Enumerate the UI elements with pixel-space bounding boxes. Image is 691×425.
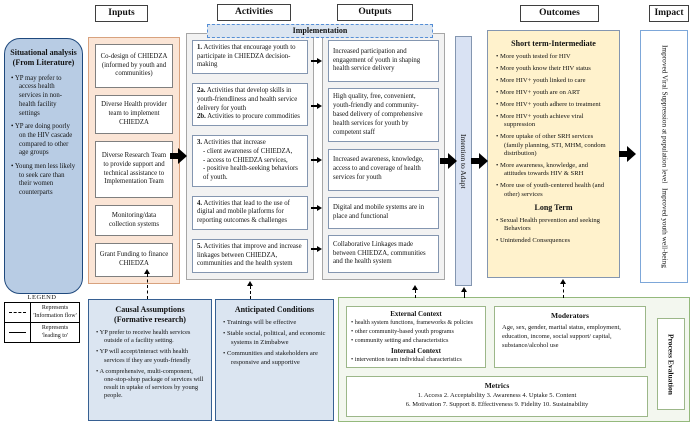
outcome-bullet: • More HIV+ youth linked to care [496, 77, 612, 85]
connector-arrow [311, 156, 322, 164]
metrics-line: 6. Motivation 7. Support 8. Effectiveness 9. Fidelity 10. Sustainability [405, 401, 589, 409]
outputs-panel [322, 33, 445, 280]
intention-to-adapt-box: Intention to Adapt [455, 36, 472, 286]
anticipated-title: Anticipated Conditions [234, 305, 315, 314]
activity-text: Activities that encourage youth to participate in CHIEDZA decision-making [197, 44, 296, 69]
connector-arrow [311, 204, 322, 212]
activity-text: Activities to procure commodities [207, 113, 300, 121]
legend-label: Represents 'Information flow' [33, 305, 77, 319]
outcome-bullet: • More use of youth-centered health (and other) services [496, 182, 612, 199]
activity-number: 3. [197, 139, 203, 147]
activity-text: Activities that improve and increase linkages between CHIEDZA, communities and the health system [197, 242, 302, 268]
dashed-arrow-anticipated-to-activities [246, 281, 254, 299]
legend-row-solid [5, 323, 79, 342]
header-outputs: Outputs [337, 4, 413, 21]
input-box: Diverse Research Team to provide support and technical assistance to Implementation Team [95, 141, 173, 198]
moderators-title: Moderators [551, 311, 589, 320]
activity-number: 2a. [197, 87, 206, 95]
connector-arrow [311, 102, 322, 110]
process-evaluation-container [338, 297, 690, 422]
header-activities: Activities [217, 4, 291, 21]
activity-text: Activities that lead to the use of digital and mobile platforms for reporting outcomes & challenges [197, 199, 290, 225]
dashed-line-sample [9, 312, 26, 313]
connector-arrow [311, 57, 322, 65]
outcome-bullet: • More HIV+ youth are on ART [496, 89, 612, 97]
activity-box [192, 196, 308, 230]
situational-analysis-box [4, 38, 83, 294]
anticipated-bullet: • Communities and stakeholders are responsive and supportive [223, 350, 327, 367]
dashed-arrow-context-to-outputs [411, 285, 419, 298]
activity-number: 5. [197, 242, 203, 250]
activity-number: 4. [197, 199, 203, 207]
legend-label: Represents 'leading to' [41, 325, 69, 339]
situational-bullet: • YP may prefer to access health services in non-health facility settings [11, 75, 77, 118]
arrow-intention-to-outcomes [471, 152, 489, 170]
activity-box [192, 83, 308, 126]
causal-assumptions-box [88, 299, 212, 421]
external-context-bullet: • community setting and characteristics [351, 337, 482, 345]
arrow-inputs-to-activities [170, 147, 188, 165]
output-box: Digital and mobile systems are in place and functional [328, 197, 439, 229]
legend-table [4, 302, 80, 343]
activity-box [192, 40, 308, 74]
header-impact: Impact [649, 5, 689, 22]
arrow-outputs-to-intention [440, 152, 458, 170]
causal-bullet: • YP will accept/interact with health services if they are youth-friendly [96, 348, 205, 364]
outcome-bullet: • Unintended Consequences [496, 237, 612, 245]
legend-title: LEGEND [27, 294, 57, 301]
anticipated-bullet: • Stable social, political, and economic systems in Zimbabwe [223, 330, 327, 347]
outcome-bullet: • More youth know their HIV status [496, 65, 612, 73]
causal-bullet: • YP prefer to receive health services outside of a facility setting. [96, 329, 205, 345]
external-context-bullet: • other community-based youth programs [351, 328, 482, 336]
causal-title: Causal Assumptions [115, 305, 185, 314]
anticipated-bullet: • Trainings will be effective [223, 319, 327, 327]
moderators-box [494, 306, 646, 368]
outcome-bullet: • Sexual Health prevention and seeking Behaviors [496, 217, 612, 234]
outcome-bullet: • More youth tested for HIV [496, 53, 612, 61]
output-box: Collaborative Linkages made between CHIEDZA, communities and the health system [328, 235, 439, 273]
external-context-bullet: • health system functions, frameworks & policies [351, 319, 482, 327]
causal-bullet: • A comprehensive, multi-component, one-stop-shop package of services will result in uptake of services by young people. [96, 368, 205, 401]
header-outcomes: Outcomes [520, 5, 599, 22]
process-evaluation-label: Process Evaluation [657, 318, 685, 410]
internal-context-bullet: • intervention team individual characteristics [351, 356, 482, 364]
metrics-line: 1. Access 2. Acceptability 3. Awareness 4. Uptake 5. Content [417, 392, 577, 399]
situational-title: Situational analysis (From Literature) [10, 48, 77, 68]
input-box: Grant Funding to finance CHIEDZA [95, 243, 173, 277]
input-box: Diverse Health provider team to implement CHIEDZA [95, 95, 173, 134]
metrics-title: Metrics [484, 381, 510, 390]
dashed-arrow-context-to-intention [460, 287, 468, 298]
input-box: Monitoring/data collection systems [95, 205, 173, 236]
outcome-bullet: • More awareness, knowledge, and attitudes towards HIV & SRH [496, 162, 612, 179]
causal-subtitle: (Formative research) [114, 315, 186, 324]
activity-number: 2b. [197, 113, 206, 121]
outcomes-short-term-title: Short term-Intermediate [511, 39, 596, 48]
context-box [346, 306, 486, 368]
situational-bullet: • YP are doing poorly on the HIV cascade compared to other age groups [11, 123, 77, 158]
impact-line: Improved Viral Suppression at population level [660, 45, 670, 184]
outcome-bullet: • More HIV+ youth achieve viral suppression [496, 113, 612, 130]
output-box: High quality, free, convenient, youth-friendly and community-based delivery of comprehensive health services for youth by competent staff [328, 88, 439, 142]
outcomes-long-term-title: Long Term [534, 202, 573, 212]
impact-box [640, 30, 688, 283]
outcome-bullet: • More uptake of other SRH services (family planning, STI, MHM, condom distribution) [496, 133, 612, 158]
input-box: Co-design of CHIEDZA (informed by youth and communities) [95, 44, 173, 88]
activity-box [192, 239, 308, 273]
situational-bullet: • Young men less likely to seek care than their women counterparts [11, 163, 77, 198]
solid-line-sample [9, 332, 26, 333]
anticipated-conditions-box [215, 299, 334, 421]
connector-arrow [311, 245, 322, 253]
dashed-arrow-causal-to-inputs [143, 269, 151, 299]
header-inputs: Inputs [95, 5, 148, 22]
arrow-outcomes-to-impact [619, 145, 637, 163]
outcome-bullet: • More HIV+ youth adhere to treatment [496, 101, 612, 109]
impact-line: Improved youth well-being [660, 187, 670, 268]
moderators-text: Age, sex, gender, marital status, employment, education, income, social support/ capital, substance/alcohol use [502, 324, 621, 349]
activity-text: Activities that develop skills in youth-friendliness and health service delivery for youth [197, 87, 298, 112]
activity-box [192, 135, 308, 186]
legend-row-dashed [5, 303, 79, 323]
outcomes-panel [487, 30, 620, 278]
activity-text: Activities that increase [203, 139, 266, 147]
metrics-box [346, 376, 648, 417]
activity-subitem: - access to CHIEDZA services, [197, 157, 303, 166]
output-box: Increased participation and engagement of youth in shaping health service delivery [328, 40, 439, 82]
activity-number: 1. [197, 44, 203, 51]
activity-subitem: - client awareness of CHIEDZA, [197, 148, 303, 157]
inputs-panel [88, 37, 180, 284]
activity-subitem: - positive health-seeking behaviors of youth. [197, 165, 303, 182]
implementation-banner: Implementation [207, 24, 433, 38]
internal-context-title: Internal Context [391, 346, 441, 355]
external-context-title: External Context [390, 310, 442, 318]
dashed-arrow-moderators-to-outcomes [559, 279, 567, 298]
activities-panel [186, 33, 314, 280]
output-box: Increased awareness, knowledge, access to and coverage of health services for youth [328, 149, 439, 191]
